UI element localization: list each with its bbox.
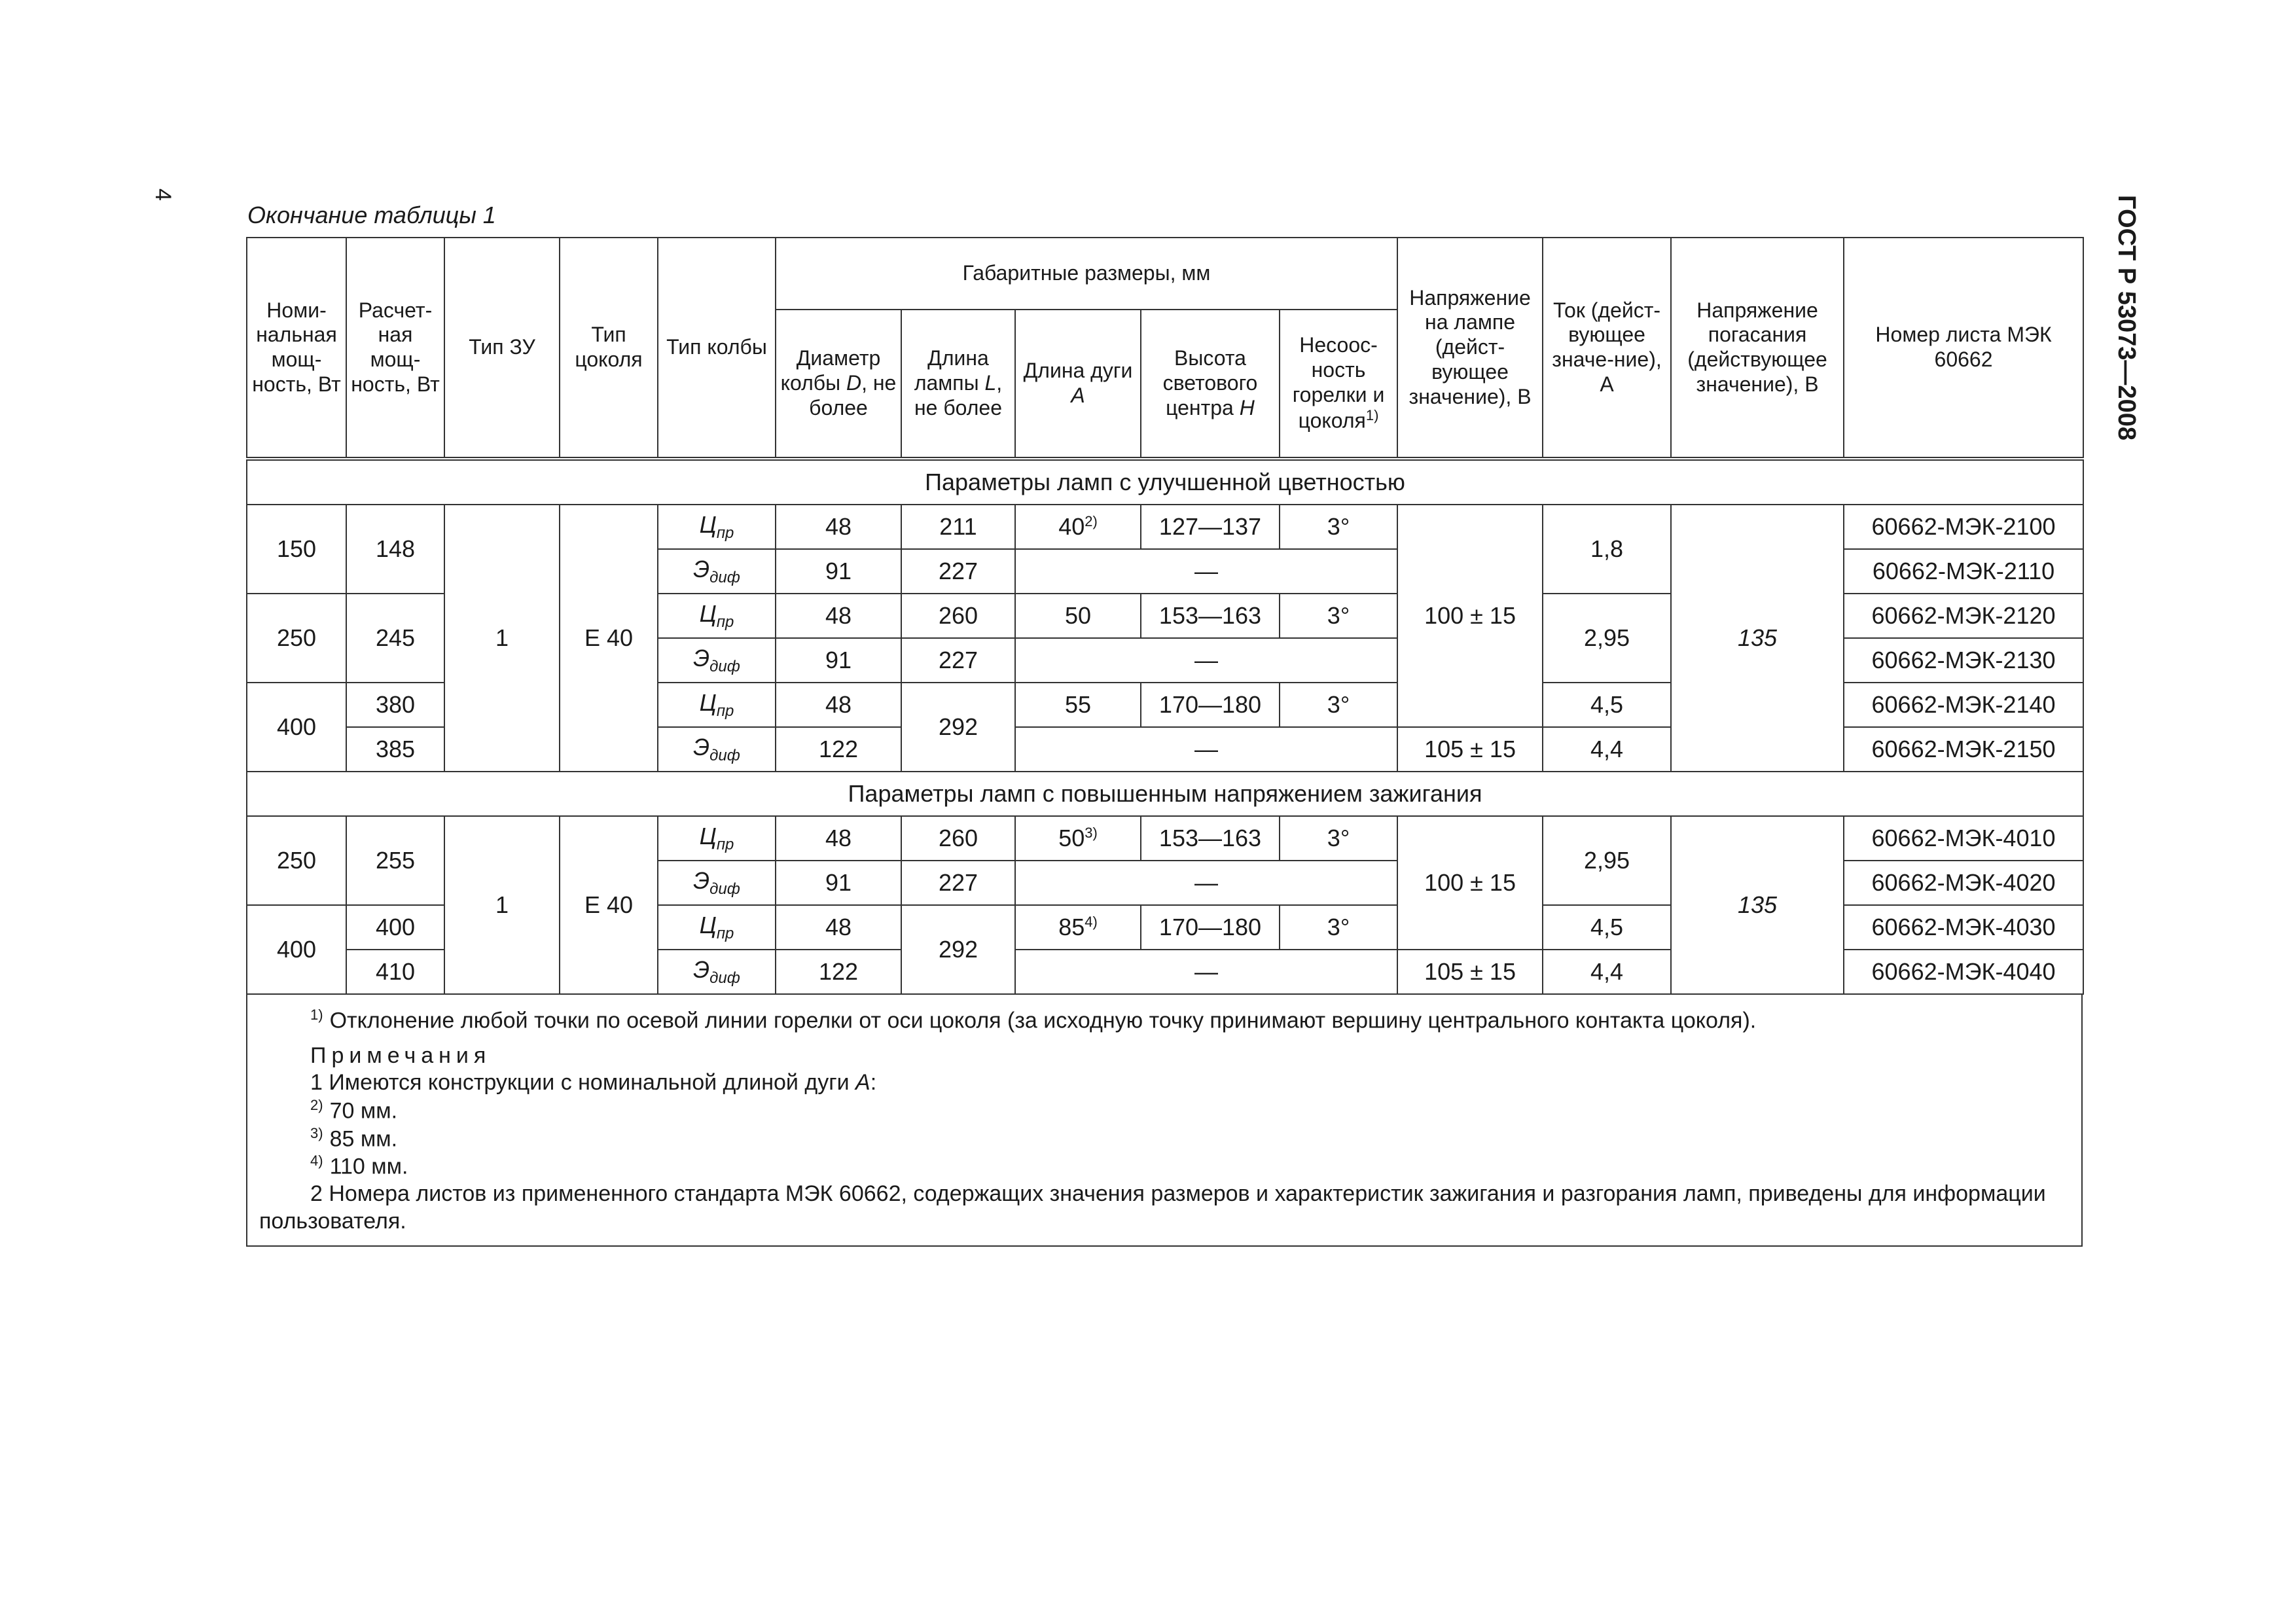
cell-light-center: 153—163 <box>1141 816 1280 861</box>
cell-bulb-diameter: 48 <box>776 594 901 638</box>
cell-misalignment: 3° <box>1280 816 1397 861</box>
cell-lamp-length: 260 <box>901 816 1015 861</box>
header-iec-sheet: Номер листа МЭК 60662 <box>1844 238 2083 459</box>
cell-bulb-diameter: 48 <box>776 505 901 549</box>
lamp-parameters-table <box>246 237 2084 995</box>
cell-calc-power: 245 <box>346 594 444 683</box>
cell-arc-length: 55 <box>1015 683 1141 727</box>
footnote-1: $^{1)}$ Отклонение любой точки по осевой линии горелки от оси цоколя (за исходную точку принимают вершину центрального контакта цоколя). <box>310 1007 1757 1033</box>
cell-bulb-type: $Э_{диф}$ <box>658 727 776 772</box>
cell-bulb-diameter: 91 <box>776 861 901 905</box>
cell-iec-sheet: 60662-МЭК-4010 <box>1844 816 2083 861</box>
standard-code: ГОСТ Р 53073—2008 <box>2113 195 2140 440</box>
header-lamp-length: Длина лампы L, не более <box>901 310 1015 459</box>
cell-iec-sheet: 60662-МЭК-2120 <box>1844 594 2083 638</box>
cell-current: 4,4 <box>1543 950 1671 994</box>
cell-bulb-type: $Ц_{пр}$ <box>658 683 776 727</box>
cell-lamp-voltage: 105 ± 15 <box>1397 950 1543 994</box>
cell-iec-sheet: 60662-МЭК-4020 <box>1844 861 2083 905</box>
cell-bulb-diameter: 48 <box>776 683 901 727</box>
cell-dash: — <box>1015 549 1397 594</box>
cell-lamp-length: 227 <box>901 861 1015 905</box>
cell-arc-length: 40$^{2)}$ <box>1015 505 1141 549</box>
cell-nominal-power: 150 <box>247 505 346 594</box>
cell-nominal-power: 250 <box>247 594 346 683</box>
cell-iec-sheet: 60662-МЭК-4040 <box>1844 950 2083 994</box>
header-bulb-diameter: Диаметр колбы D, не более <box>776 310 901 459</box>
cell-zu-type: 1 <box>444 816 560 994</box>
header-misalignment: Несоос-ность горелки и цоколя$^{1)}$ <box>1280 310 1397 459</box>
cell-nominal-power: 400 <box>247 905 346 994</box>
cell-bulb-type: $Ц_{пр}$ <box>658 594 776 638</box>
cell-bulb-type: $Э_{диф}$ <box>658 549 776 594</box>
footnote-3: $^{3)}$ 85 мм. <box>310 1124 398 1151</box>
cell-dash: — <box>1015 727 1397 772</box>
cell-bulb-type: $Ц_{пр}$ <box>658 505 776 549</box>
cell-light-center: 170—180 <box>1141 683 1280 727</box>
footnote-2: $^{2)}$ 70 мм. <box>310 1096 398 1124</box>
cell-misalignment: 3° <box>1280 905 1397 950</box>
footnote-4: $^{4)}$ 110 мм. <box>310 1152 408 1179</box>
cell-nominal-power: 250 <box>247 816 346 905</box>
header-light-center: Высота светового центра H <box>1141 310 1280 459</box>
table-container <box>246 237 2083 1247</box>
table-notes <box>246 995 2083 1247</box>
cell-lamp-length: 227 <box>901 638 1015 683</box>
cell-misalignment: 3° <box>1280 683 1397 727</box>
cell-lamp-length: 260 <box>901 594 1015 638</box>
cell-lamp-length: 292 <box>901 905 1015 994</box>
cell-bulb-type: $Э_{диф}$ <box>658 861 776 905</box>
cell-calc-power: 385 <box>346 727 444 772</box>
cell-nominal-power: 400 <box>247 683 346 772</box>
cell-lamp-length: 292 <box>901 683 1015 772</box>
cell-light-center: 127—137 <box>1141 505 1280 549</box>
note-2: 2 Номера листов из примененного стандарта МЭК 60662, содержащих значения размеров и характеристик зажигания и разгорания ламп, приведены для информации пользователя. <box>259 1181 2046 1234</box>
header-current: Ток (дейст-вующее значе-ние), А <box>1543 238 1671 459</box>
section-title: Параметры ламп с улучшенной цветностью <box>247 459 2083 505</box>
cell-current: 1,8 <box>1543 505 1671 594</box>
cell-lamp-voltage: 100 ± 15 <box>1397 816 1543 950</box>
cell-calc-power: 148 <box>346 505 444 594</box>
cell-lamp-voltage: 105 ± 15 <box>1397 727 1543 772</box>
cell-dash: — <box>1015 638 1397 683</box>
cell-iec-sheet: 60662-МЭК-4030 <box>1844 905 2083 950</box>
cell-calc-power: 400 <box>346 905 444 950</box>
cell-current: 4,5 <box>1543 683 1671 727</box>
table-caption: Окончание таблицы 1 <box>247 202 496 228</box>
cell-zu-type: 1 <box>444 505 560 772</box>
table-row <box>247 816 2083 861</box>
cell-bulb-diameter: 91 <box>776 638 901 683</box>
cell-cap-type: Е 40 <box>560 816 658 994</box>
header-arc-length: Длина дуги A <box>1015 310 1141 459</box>
table-row <box>247 505 2083 549</box>
header-lamp-voltage: Напряжение на лампе (дейст-вующее значение), В <box>1397 238 1543 459</box>
cell-iec-sheet: 60662-МЭК-2150 <box>1844 727 2083 772</box>
header-nominal-power: Номи-нальная мощ-ность, Вт <box>247 238 346 459</box>
cell-extinction-voltage: 135 <box>1671 816 1844 994</box>
cell-bulb-diameter: 48 <box>776 905 901 950</box>
cell-current: 2,95 <box>1543 816 1671 905</box>
cell-light-center: 153—163 <box>1141 594 1280 638</box>
header-cap-type: Тип цоколя <box>560 238 658 459</box>
cell-arc-length: 50$^{3)}$ <box>1015 816 1141 861</box>
header-bulb-type: Тип колбы <box>658 238 776 459</box>
cell-bulb-type: $Э_{диф}$ <box>658 638 776 683</box>
page-number: 4 <box>151 188 175 201</box>
cell-bulb-diameter: 122 <box>776 950 901 994</box>
cell-dash: — <box>1015 861 1397 905</box>
cell-arc-length: 50 <box>1015 594 1141 638</box>
header-extinction-voltage: Напряжение погасания (действующее значение), В <box>1671 238 1844 459</box>
section-title: Параметры ламп с повышенным напряжением зажигания <box>247 772 2083 816</box>
cell-dash: — <box>1015 950 1397 994</box>
cell-iec-sheet: 60662-МЭК-2130 <box>1844 638 2083 683</box>
cell-bulb-type: $Э_{диф}$ <box>658 950 776 994</box>
cell-bulb-diameter: 91 <box>776 549 901 594</box>
cell-calc-power: 380 <box>346 683 444 727</box>
cell-current: 2,95 <box>1543 594 1671 683</box>
cell-calc-power: 255 <box>346 816 444 905</box>
header-calc-power: Расчет-ная мощ-ность, Вт <box>346 238 444 459</box>
cell-bulb-type: $Ц_{пр}$ <box>658 816 776 861</box>
cell-bulb-diameter: 122 <box>776 727 901 772</box>
cell-cap-type: Е 40 <box>560 505 658 772</box>
cell-light-center: 170—180 <box>1141 905 1280 950</box>
cell-lamp-length: 211 <box>901 505 1015 549</box>
cell-arc-length: 85$^{4)}$ <box>1015 905 1141 950</box>
cell-bulb-type: $Ц_{пр}$ <box>658 905 776 950</box>
note-1: 1 Имеются конструкции с номинальной длиной дуги A: <box>310 1070 877 1096</box>
cell-extinction-voltage: 135 <box>1671 505 1844 772</box>
cell-iec-sheet: 60662-МЭК-2100 <box>1844 505 2083 549</box>
cell-current: 4,5 <box>1543 905 1671 950</box>
cell-bulb-diameter: 48 <box>776 816 901 861</box>
cell-lamp-length: 227 <box>901 549 1015 594</box>
cell-misalignment: 3° <box>1280 594 1397 638</box>
cell-current: 4,4 <box>1543 727 1671 772</box>
cell-iec-sheet: 60662-МЭК-2110 <box>1844 549 2083 594</box>
cell-lamp-voltage: 100 ± 15 <box>1397 505 1543 727</box>
notes-title: Примечания <box>310 1043 492 1068</box>
header-dimensions: Габаритные размеры, мм <box>776 238 1397 310</box>
cell-misalignment: 3° <box>1280 505 1397 549</box>
header-zu-type: Тип ЗУ <box>444 238 560 459</box>
cell-calc-power: 410 <box>346 950 444 994</box>
cell-iec-sheet: 60662-МЭК-2140 <box>1844 683 2083 727</box>
